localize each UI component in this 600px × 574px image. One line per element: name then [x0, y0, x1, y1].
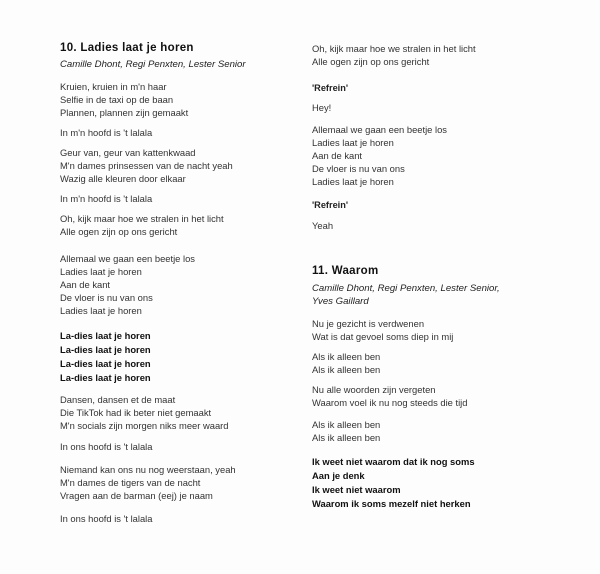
- lyric-line: In ons hoofd is 't lalala: [60, 441, 153, 452]
- lyric-line: De vloer is nu van ons: [312, 163, 405, 174]
- song-credits-11: Camille Dhont, Regi Penxten, Lester Senior,: [312, 283, 500, 294]
- lyric-line: In m'n hoofd is 't lalala: [60, 193, 153, 204]
- lyric-line: Die TikTok had ik beter niet gemaakt: [60, 407, 212, 418]
- lyric-line-chorus: La-dies laat je horen: [60, 358, 151, 369]
- lyric-line: Aan de kant: [60, 279, 111, 290]
- lyric-line: Ladies laat je horen: [60, 305, 142, 316]
- lyric-line-emphasis: Ik weet niet waarom dat ik nog soms: [312, 456, 475, 467]
- song-credits-10: Camille Dhont, Regi Penxten, Lester Senior: [60, 59, 246, 70]
- lyric-line: Alle ogen zijn op ons gericht: [312, 56, 430, 67]
- lyric-line: In ons hoofd is 't lalala: [60, 513, 153, 524]
- lyric-line: Als ik alleen ben: [312, 419, 381, 430]
- lyric-line: Selfie in de taxi op de baan: [60, 94, 174, 105]
- lyric-line: Hey!: [312, 102, 332, 113]
- lyric-line: Wat is dat gevoel soms diep in mij: [312, 331, 454, 342]
- lyric-line-emphasis: Aan je denk: [312, 470, 365, 481]
- song-credits-11-cont: Yves Gaillard: [312, 296, 369, 307]
- song-title-11: 11. Waarom: [312, 265, 379, 277]
- lyric-line: M'n dames de tigers van de nacht: [60, 477, 201, 488]
- lyric-line: Nu je gezicht is verdwenen: [312, 318, 425, 329]
- lyric-line: Allemaal we gaan een beetje los: [60, 253, 195, 264]
- lyric-line-chorus: La-dies laat je horen: [60, 330, 151, 341]
- lyric-line: Kruien, kruien in m'n haar: [60, 81, 167, 92]
- lyric-line: Aan de kant: [312, 150, 363, 161]
- lyric-line: Nu alle woorden zijn vergeten: [312, 384, 436, 395]
- lyric-line: Allemaal we gaan een beetje los: [312, 124, 447, 135]
- refrain-marker: 'Refrein': [312, 200, 349, 210]
- lyric-line: Wazig alle kleuren door elkaar: [60, 173, 186, 184]
- lyric-line: Als ik alleen ben: [312, 432, 381, 443]
- lyric-line: M'n dames prinsessen van de nacht yeah: [60, 160, 233, 171]
- lyric-line: Als ik alleen ben: [312, 364, 381, 375]
- lyric-line: Plannen, plannen zijn gemaakt: [60, 107, 189, 118]
- lyric-line: Niemand kan ons nu nog weerstaan, yeah: [60, 464, 236, 475]
- lyric-line: Geur van, geur van kattenkwaad: [60, 147, 196, 158]
- lyric-line-emphasis: Ik weet niet waarom: [312, 484, 401, 495]
- lyric-line-chorus: La-dies laat je horen: [60, 344, 151, 355]
- lyric-line: Ladies laat je horen: [60, 266, 142, 277]
- lyric-line: Ladies laat je horen: [312, 176, 394, 187]
- lyric-line: De vloer is nu van ons: [60, 292, 153, 303]
- lyric-line: Als ik alleen ben: [312, 351, 381, 362]
- lyric-line: Alle ogen zijn op ons gericht: [60, 226, 178, 237]
- lyric-line: Vragen aan de barman (eej) je naam: [60, 490, 213, 501]
- lyric-line: Yeah: [312, 220, 334, 231]
- lyric-line: Ladies laat je horen: [312, 137, 394, 148]
- lyric-line-chorus: La-dies laat je horen: [60, 372, 151, 383]
- refrain-marker: 'Refrein': [312, 83, 349, 93]
- lyric-line: In m'n hoofd is 't lalala: [60, 127, 153, 138]
- lyric-line: Waarom voel ik nu nog steeds die tijd: [312, 397, 468, 408]
- lyric-line: Dansen, dansen et de maat: [60, 394, 176, 405]
- lyric-line-emphasis: Waarom ik soms mezelf niet herken: [312, 498, 471, 509]
- lyric-line: M'n socials zijn morgen niks meer waard: [60, 420, 229, 431]
- lyric-line: Oh, kijk maar hoe we stralen in het licht: [60, 213, 224, 224]
- lyric-line: Oh, kijk maar hoe we stralen in het licht: [312, 43, 476, 54]
- song-title-10: 10. Ladies laat je horen: [60, 42, 194, 54]
